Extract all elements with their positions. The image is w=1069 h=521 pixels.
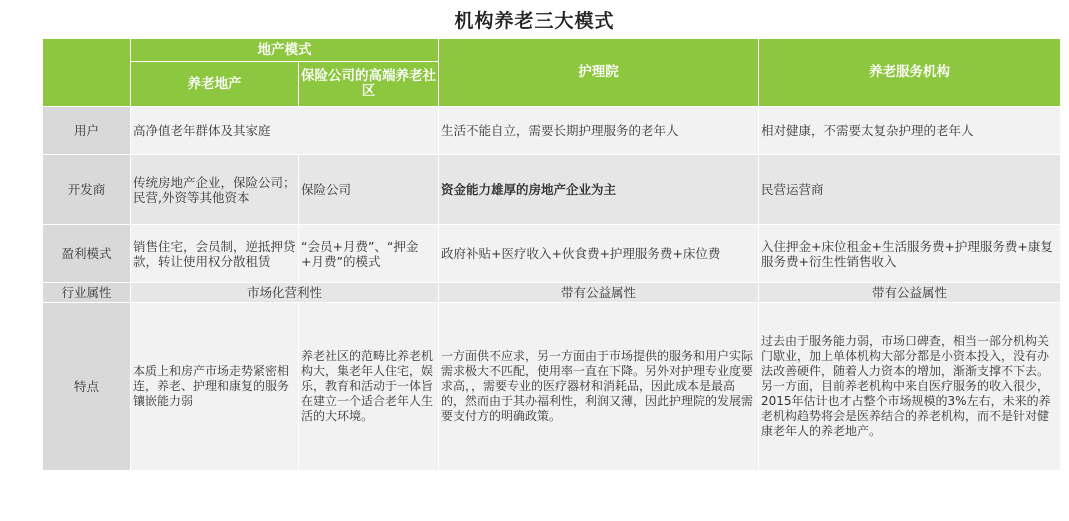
cell-industry-service: 带有公益属性 [759, 283, 1061, 303]
cell-industry-nursing: 带有公益属性 [439, 283, 759, 303]
cell-features-service: 过去由于服务能力弱，市场口碑查，相当一部分机构关门歇业，加上单体机构大部分都是小资本投入，没有办法改善硬件，随着人力资本的增加，渐渐支撑不下去。另一方面，目前养老机构中来自医疗服务的收入很少，2015年估计也才占整个市场规模的3%左右，未来的养老机构趋势将会是医养结合的养老机构，而不是针对健康老年人的养老地产。 [759, 303, 1061, 471]
header-elderly-service: 养老服务机构 [759, 39, 1061, 107]
cell-features-col1: 本质上和房产市场走势紧密相连，养老、护理和康复的服务镶嵌能力弱 [131, 303, 299, 471]
cell-developer-nursing: 资金能力雄厚的房地产企业为主 [439, 155, 759, 225]
cell-profit-service: 入住押金+床位租金+生活服务费+护理服务费+康复服务费+衍生性销售收入 [759, 225, 1061, 283]
cell-profit-col1: 销售住宅，会员制，逆抵押贷款，转让使用权分散租赁 [131, 225, 299, 283]
cell-profit-nursing: 政府补贴+医疗收入+伙食费+护理服务费+床位费 [439, 225, 759, 283]
row-label-users: 用户 [43, 107, 131, 155]
cell-users-nursing: 生活不能自立，需要长期护理服务的老年人 [439, 107, 759, 155]
cell-developer-col2: 保险公司 [299, 155, 439, 225]
cell-features-col2: 养老社区的范畴比养老机构大，集老年人住宅，娱乐，教育和活动于一体旨在建立一个适合老年人生活的大环境。 [299, 303, 439, 471]
row-label-developer: 开发商 [43, 155, 131, 225]
row-label-profit: 盈利模式 [43, 225, 131, 283]
page-title: 机构养老三大模式 [454, 10, 615, 32]
cell-users-service: 相对健康，不需要太复杂护理的老年人 [759, 107, 1061, 155]
cell-profit-col2: “会员+月费”、“押金+月费”的模式 [299, 225, 439, 283]
comparison-table [42, 38, 1061, 471]
header-nursing-home: 护理院 [439, 39, 759, 107]
cell-industry-realestate: 市场化营利性 [131, 283, 439, 303]
header-insurance-community: 保险公司的高端养老社区 [299, 62, 439, 107]
cell-users-realestate: 高净值老年群体及其家庭 [131, 107, 439, 155]
header-senior-realestate: 养老地产 [131, 62, 299, 107]
row-label-industry: 行业属性 [43, 283, 131, 303]
header-realestate-group: 地产模式 [131, 39, 439, 62]
cell-developer-service: 民营运营商 [759, 155, 1061, 225]
cell-features-nursing: 一方面供不应求，另一方面由于市场提供的服务和用户实际需求极大不匹配，使用率一直在下降。另外对护理专业度要求高，，需要专业的医疗器材和消耗品，因此成本是最高的，然而由于其办福利性，利润又薄，因此护理院的发展需要支付方的明确政策。 [439, 303, 759, 471]
row-label-features: 特点 [43, 303, 131, 471]
header-corner [43, 39, 131, 107]
cell-developer-col1: 传统房地产企业，保险公司；民营,外资等其他资本 [131, 155, 299, 225]
